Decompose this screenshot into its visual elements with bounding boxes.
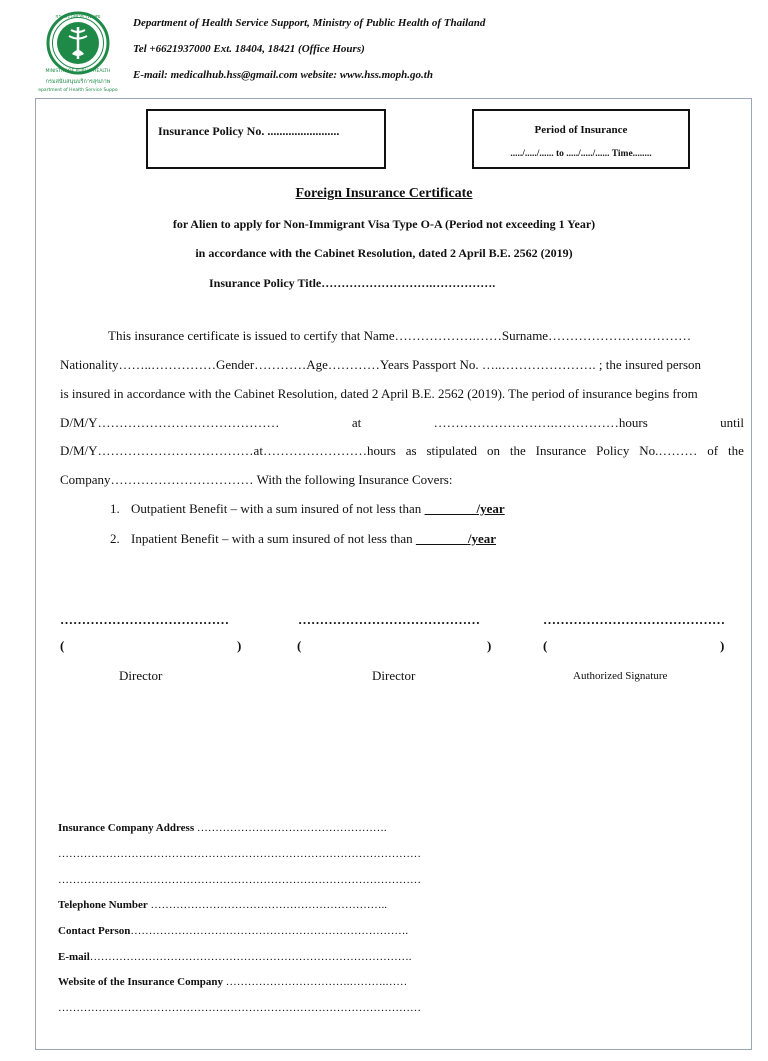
body-line-2: Nationality……..……………Gender…………Age…………Years Passport No. …..…………………. ; the insured person <box>60 357 702 372</box>
header-department: Department of Health Service Support, Ministry of Public Health of Thailand <box>133 17 486 29</box>
company-email <box>58 951 412 963</box>
end-date-hours: D/M/Y………………………………at……………………hours <box>60 443 396 458</box>
signature-label-2: Director <box>372 668 416 683</box>
signature-dots-3: …………………………………… <box>543 612 725 627</box>
company-contact <box>58 925 408 937</box>
certificate-title: Foreign Insurance Certificate <box>295 186 473 201</box>
policy-title: Insurance Policy Title……………………….……………. <box>209 276 496 290</box>
signature-paren-open-1: ( <box>60 638 65 653</box>
word: Insurance <box>535 443 587 458</box>
period-title: Period of Insurance <box>534 124 628 136</box>
company-address-label: Insurance Company Address <box>58 822 195 834</box>
body-line-3: is insured in accordance with the Cabinet Resolution, dated 2 April B.E. 2562 (2019). The period of insurance begins from <box>60 386 698 401</box>
company-address-dots: ……………………………………………. <box>194 822 387 834</box>
signature-dots-1: ………………………………… <box>60 612 229 627</box>
until-word: until <box>720 415 744 430</box>
policy-no-dots: No.……… <box>639 443 698 458</box>
company-telephone-dots: ……………………………………………………….. <box>147 899 387 911</box>
cover-2 <box>131 531 496 547</box>
word: stipulated <box>426 443 478 458</box>
signature-paren-close-3: ) <box>720 638 725 653</box>
cover-2-number: 2. <box>110 531 120 546</box>
header-tel: Tel +6621937000 Ext. 18404, 18421 (Office Hours) <box>133 43 365 55</box>
word: the <box>728 443 744 458</box>
cover-1-text: Outpatient Benefit – with a sum insured of not less than <box>131 501 425 516</box>
word: Policy <box>596 443 630 458</box>
logo-text-en: Department of Health Service Support <box>38 88 118 93</box>
company-contact-label: Contact Person <box>58 925 131 937</box>
period-of-insurance-box <box>472 109 690 169</box>
word: the <box>509 443 526 458</box>
ministry-logo-icon <box>38 10 118 94</box>
company-website-dots: …………………………….……….…… <box>223 976 408 988</box>
signature-paren-open-3: ( <box>543 638 548 653</box>
signature-paren-close-2: ) <box>487 638 492 653</box>
signature-paren-open-2: ( <box>297 638 302 653</box>
logo-ring-top: กระทรวงสาธารณสุข <box>55 14 101 20</box>
word: on <box>486 443 500 458</box>
cover-2-text: Inpatient Benefit – with a sum insured of not less than <box>131 531 416 546</box>
word: of <box>707 443 719 458</box>
ministry-logo <box>38 10 118 94</box>
body-line-4 <box>60 415 744 431</box>
cover-1-blank <box>425 501 477 516</box>
signature-label-3: Authorized Signature <box>573 670 668 682</box>
body-line-1: This insurance certificate is issued to certify that Name……………….……Surname…………………………… <box>108 328 692 343</box>
cover-2-unit: /year <box>467 531 497 546</box>
company-address-line-3: ……………………………………………………………………………………… <box>58 874 421 886</box>
signature-paren-close-1: ) <box>237 638 242 653</box>
company-telephone-label: Telephone Number <box>58 899 148 911</box>
begin-hours: ……………………….……………hours <box>433 415 648 430</box>
company-telephone <box>58 899 387 911</box>
cover-1 <box>131 501 505 517</box>
body-line-6: Company…………………………… With the following Insurance Covers: <box>60 472 453 487</box>
logo-text-thai: กรมสนับสนุนบริการสุขภาพ <box>45 79 111 85</box>
at-word: at <box>351 415 362 430</box>
cover-1-unit: /year <box>476 501 505 516</box>
policy-number-box <box>146 109 386 169</box>
signature-label-1: Director <box>119 668 163 683</box>
begin-date: D/M/Y…………………………………… <box>60 415 280 430</box>
company-address-line-2: ……………………………………………………………………………………… <box>58 848 421 860</box>
company-contact-dots: …………………………………………………………………. <box>130 925 409 937</box>
cover-1-number: 1. <box>110 501 120 516</box>
period-line: ...../...../...... to ...../...../...... Time........ <box>510 149 652 159</box>
cover-2-blank <box>416 531 468 546</box>
company-website <box>58 976 407 988</box>
signature-dots-2: …………………………………… <box>298 612 480 627</box>
policy-number-label: Insurance Policy No. ........................ <box>158 124 340 138</box>
company-email-dots: ……………………………………………………………………………. <box>89 951 412 963</box>
body-line-5 <box>60 443 744 459</box>
certificate-subtitle-2: in accordance with the Cabinet Resolution, dated 2 April B.E. 2562 (2019) <box>195 246 573 260</box>
company-address <box>58 822 387 834</box>
word: as <box>405 443 417 458</box>
company-website-label: Website of the Insurance Company <box>58 976 224 988</box>
company-email-label: E-mail <box>58 951 90 963</box>
company-website-line-2: ……………………………………………………………………………………… <box>58 1002 421 1014</box>
logo-ring-bottom: MINISTRY OF PUBLIC HEALTH <box>45 69 111 74</box>
certificate-subtitle-1: for Alien to apply for Non-Immigrant Visa Type O-A (Period not exceeding 1 Year) <box>172 217 596 231</box>
header-email: E-mail: medicalhub.hss@gmail.com website: www.hss.moph.go.th <box>133 69 433 81</box>
